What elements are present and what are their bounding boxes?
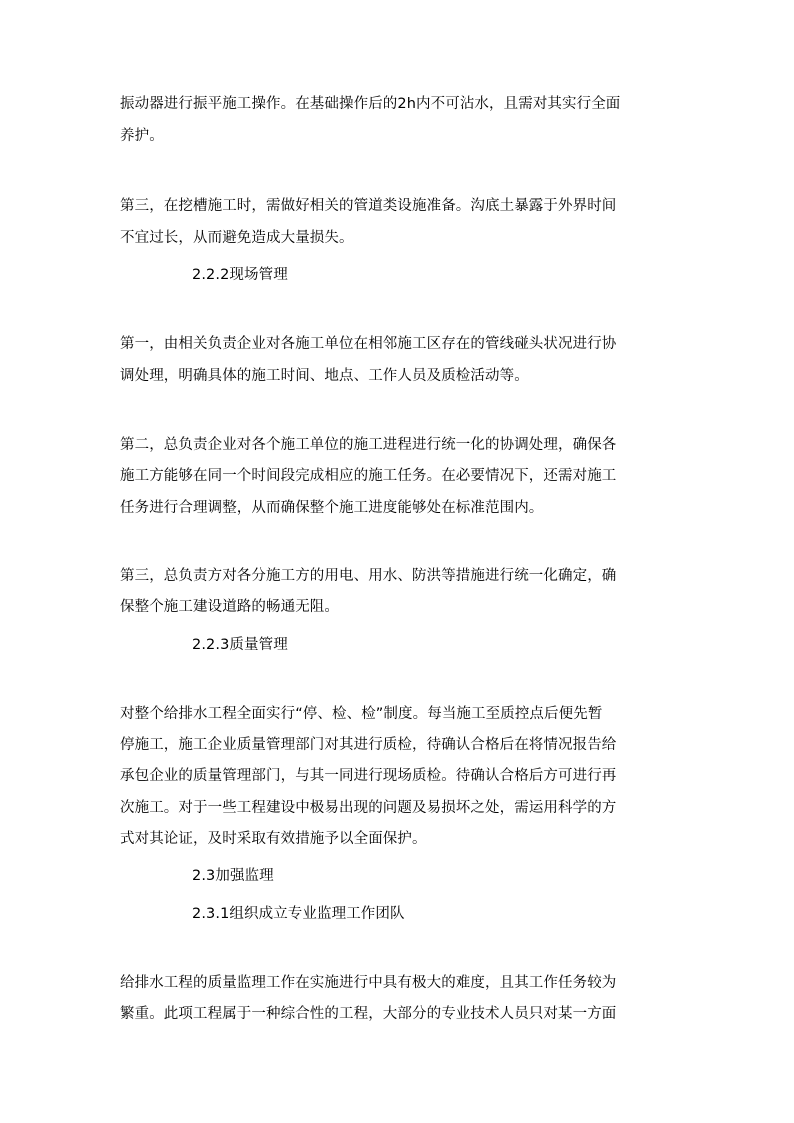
text-line: 繁重。此项工程属于一种综合性的工程，大部分的专业技术人员只对某一方面 <box>120 1006 617 1022</box>
text-line: 第二，总负责企业对各个施工单位的施工进程进行统一化的协调处理，确保各 <box>120 437 617 453</box>
section-heading-2-2-3: 2.2.3质量管理 <box>192 637 288 653</box>
text-line: 不宜过长，从而避免造成大量损失。 <box>120 230 354 246</box>
text-line: 对整个给排水工程全面实行“停、检、检”制度。每当施工至质控点后便先暂 <box>120 706 603 722</box>
text-line: 给排水工程的质量监理工作在实施进行中具有极大的难度，且其工作任务较为 <box>120 975 617 991</box>
text-line: 承包企业的质量管理部门，与其一同进行现场质检。待确认合格后方可进行再 <box>120 768 617 784</box>
text-line: 任务进行合理调整，从而确保整个施工进度能够处在标准范围内。 <box>120 500 544 516</box>
text-line: 养护。 <box>120 128 164 144</box>
text-line: 保整个施工建设道路的畅通无阻。 <box>120 599 339 615</box>
text-line: 第一，由相关负责企业对各施工单位在相邻施工区存在的管线碰头状况进行协 <box>120 336 617 352</box>
text-line: 次施工。对于一些工程建设中极易出现的问题及易损坏之处，需运用科学的方 <box>120 800 617 816</box>
text-line: 振动器进行振平施工操作。在基础操作后的2h内不可沾水，且需对其实行全面 <box>120 96 621 112</box>
section-heading-2-2-2: 2.2.2现场管理 <box>192 267 288 283</box>
text-line: 第三，在挖槽施工时，需做好相关的管道类设施准备。沟底土暴露于外界时间 <box>120 198 617 214</box>
section-heading-2-3: 2.3加强监理 <box>192 868 274 884</box>
text-line: 调处理，明确具体的施工时间、地点、工作人员及质检活动等。 <box>120 368 529 384</box>
section-heading-2-3-1: 2.3.1组织成立专业监理工作团队 <box>192 906 405 922</box>
text-line: 停施工，施工企业质量管理部门对其进行质检，待确认合格后在将情况报告给 <box>120 737 617 753</box>
text-line: 第三，总负责方对各分施工方的用电、用水、防洪等措施进行统一化确定，确 <box>120 568 617 584</box>
text-line: 施工方能够在同一个时间段完成相应的施工任务。在必要情况下，还需对施工 <box>120 468 617 484</box>
text-line: 式对其论证，及时采取有效措施予以全面保护。 <box>120 831 427 847</box>
